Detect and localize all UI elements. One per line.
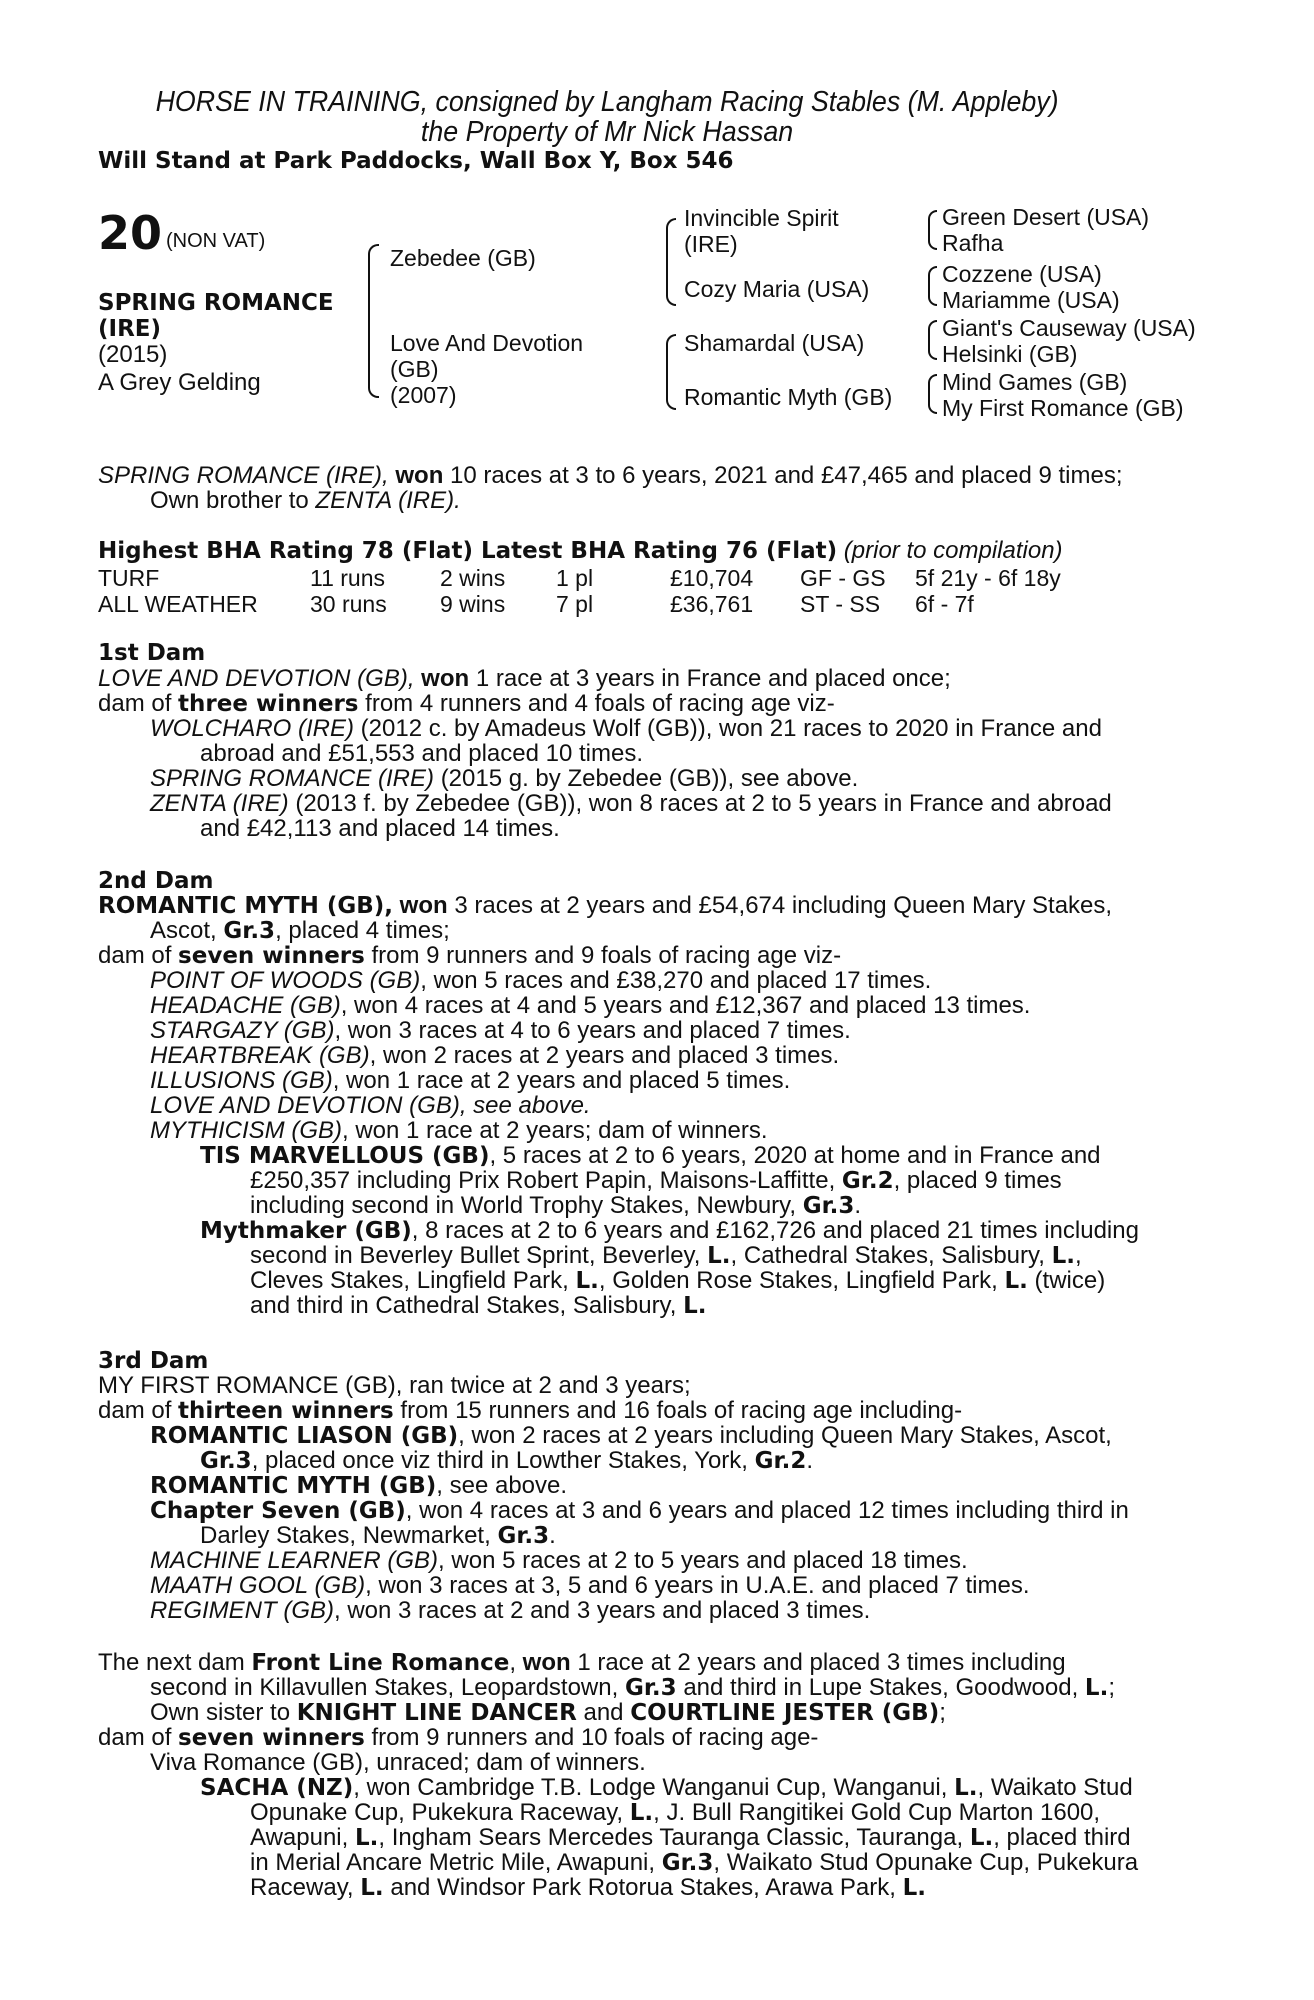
dam-suffix: (GB) [390, 356, 439, 382]
produce-text: , see above. [436, 1472, 568, 1499]
grade-label: Gr.2 [841, 1168, 894, 1194]
produce-text: , won 2 races at 2 years and placed 3 times. [369, 1042, 840, 1069]
pedigree-brace [368, 244, 379, 398]
produce-line [150, 1598, 870, 1624]
property-line: the Property of Mr Nick Hassan [420, 116, 794, 148]
dam-line [98, 1398, 962, 1424]
stand-line: Will Stand at Park Paddocks, Wall Box Y, Box 546 [98, 148, 734, 174]
listed-label: L. [354, 1825, 379, 1851]
ancestor-8: My First Romance (GB) [942, 395, 1184, 421]
produce-text: , Cathedral Stakes, Salisbury, [730, 1242, 1045, 1269]
produce-text: (2015 g. by Zebedee (GB)), see above. [440, 765, 859, 792]
ratings-note: (prior to compilation) [843, 537, 1063, 564]
produce-name: SPRING ROMANCE (IRE) [150, 765, 435, 792]
horse-year: (2015) [98, 341, 168, 368]
produce-line [150, 993, 1030, 1019]
listed-label: L. [1051, 1243, 1075, 1269]
produce-line: Viva Romance (GB), unraced; dam of winners. [150, 1749, 646, 1776]
next-dam-line [150, 1700, 946, 1726]
produce-text: , Golden Rose Stakes, Lingfield Park, [598, 1267, 998, 1294]
dam-text: 1 race at 3 years in France and placed once; [475, 665, 951, 692]
produce-text: , won Cambridge T.B. Lodge Wanganui Cup, Wanganui, [353, 1774, 948, 1801]
grade-label: Gr.3 [661, 1850, 714, 1876]
produce-name: LOVE AND DEVOTION (GB) [150, 1092, 460, 1119]
dam-text: ; [1108, 1674, 1115, 1701]
listed-label: L. [954, 1775, 978, 1801]
winners-count: thirteen winners [178, 1398, 394, 1424]
produce-name: REGIMENT (GB) [150, 1597, 334, 1624]
dam-line [98, 893, 1112, 919]
produce-text: Raceway, [250, 1874, 354, 1901]
won-label: won [522, 1649, 571, 1676]
grade-label: Gr.3 [497, 1523, 550, 1549]
summary-line [98, 463, 1123, 489]
dam-line [98, 666, 951, 692]
produce-text: (twice) [1034, 1267, 1106, 1294]
grade-label: Gr.3 [223, 918, 276, 944]
dam-line [98, 943, 841, 969]
grandproduce-line [200, 1143, 1101, 1169]
ancestor-5: Giant's Causeway (USA) [942, 315, 1196, 341]
produce-text: Opunake Cup, Pukekura Raceway, [250, 1799, 624, 1826]
produce-line [150, 968, 931, 994]
ancestor-6: Helsinki (GB) [942, 341, 1078, 367]
produce-text: . [806, 1447, 813, 1474]
grade-label: Gr.3 [624, 1675, 677, 1701]
produce-text: , won 4 races at 4 and 5 years and £12,367 and placed 13 times. [340, 992, 1031, 1019]
table-cell: 2 wins [440, 565, 506, 591]
table-cell: ALL WEATHER [98, 591, 258, 617]
produce-name: POINT OF WOODS (GB) [150, 967, 421, 994]
produce-line [150, 1473, 567, 1499]
produce-text: , placed once viz third in Lowther Stakes, York, [251, 1447, 748, 1474]
horse-name: SPRING ROMANCE [98, 290, 334, 316]
dam-text: from 9 runners and 9 foals of racing age viz- [371, 942, 842, 969]
produce-line [150, 716, 1102, 742]
pedigree-brace [928, 320, 937, 360]
produce-line [150, 1423, 1112, 1449]
produce-text: , won 5 races and £38,270 and placed 17 times. [420, 967, 932, 994]
grade-label: Gr.3 [200, 1448, 252, 1474]
dam-text: The next dam [98, 1649, 245, 1676]
produce-text: , 8 races at 2 to 6 years and £162,726 and placed 21 times including [411, 1217, 1139, 1244]
section-heading: 2nd Dam [98, 868, 214, 894]
dam-text: and third in Lupe Stakes, Goodwood, [683, 1674, 1079, 1701]
produce-line [150, 766, 858, 792]
produce-text: and Windsor Park Rotorua Stakes, Arawa Park, [390, 1874, 896, 1901]
sibling-name: KNIGHT LINE DANCER [296, 1700, 577, 1726]
produce-text: in Merial Ancare Metric Mile, Awapuni, [250, 1849, 656, 1876]
listed-label: L. [629, 1800, 654, 1826]
produce-text: , won 3 races at 4 to 6 years and placed 7 times. [334, 1017, 851, 1044]
won-label: won [399, 892, 448, 919]
grade-label: Gr.3 [802, 1193, 855, 1219]
vat-status: (NON VAT) [166, 230, 266, 252]
dam-text: , placed 4 times; [275, 917, 450, 944]
table-cell: ST - SS [800, 591, 881, 617]
produce-text: £250,357 including Prix Robert Papin, Maisons-Laffitte, [250, 1167, 836, 1194]
pedigree-brace [928, 210, 937, 250]
ratings-title: Highest BHA Rating 78 (Flat) Latest BHA Rating 76 (Flat) [98, 538, 838, 564]
produce-name: MAATH GOOL (GB) [150, 1572, 366, 1599]
table-cell: 6f - 7f [915, 591, 974, 617]
dam-year: (2007) [390, 382, 457, 408]
produce-text: and third in Cathedral Stakes, Salisbury, [250, 1292, 677, 1319]
produce-line [150, 1018, 851, 1044]
dam-line: MY FIRST ROMANCE (GB), ran twice at 2 and 3 years; [98, 1372, 691, 1399]
ratings-heading [98, 538, 1063, 564]
produce-name: Chapter Seven (GB) [150, 1498, 406, 1524]
produce-line [200, 1523, 556, 1549]
listed-label: L. [360, 1875, 384, 1901]
ancestor-4: Mariamme (USA) [942, 287, 1120, 313]
grandproduce-line [250, 1875, 926, 1901]
produce-name: HEARTBREAK (GB) [150, 1042, 370, 1069]
next-dam-line [98, 1650, 1066, 1676]
produce-line: abroad and £51,553 and placed 10 times. [200, 740, 644, 767]
produce-name: WOLCHARO (IRE) [150, 715, 354, 742]
table-cell: 9 wins [440, 591, 506, 617]
listed-label: L. [969, 1825, 994, 1851]
listed-label: L. [575, 1268, 599, 1294]
produce-text: , Waikato Stud Opunake Cup, Pukekura [713, 1849, 1139, 1876]
table-cell: 11 runs [310, 565, 386, 591]
listed-label: L. [1084, 1675, 1109, 1701]
dam-text: , [509, 1649, 516, 1676]
won-label: won [395, 462, 444, 489]
grandproduce-line [200, 1775, 1133, 1801]
produce-text: . [854, 1192, 862, 1219]
produce-text: , 5 races at 2 to 6 years, 2020 at home and in France and [489, 1142, 1101, 1169]
sibling-name: ZENTA (IRE). [315, 487, 461, 514]
produce-name: Mythmaker (GB) [200, 1218, 412, 1244]
listed-label: L. [902, 1875, 926, 1901]
produce-line [150, 1068, 790, 1094]
produce-name: MACHINE LEARNER (GB) [150, 1547, 439, 1574]
dam-name: LOVE AND DEVOTION (GB), [98, 665, 415, 692]
produce-line [150, 1043, 839, 1069]
dam-dam: Romantic Myth (GB) [684, 384, 893, 410]
grandproduce-line [250, 1293, 707, 1319]
section-heading: 1st Dam [98, 640, 206, 666]
produce-name: HEADACHE (GB) [150, 992, 341, 1019]
produce-name: TIS MARVELLOUS (GB) [200, 1143, 490, 1169]
sire: Zebedee (GB) [390, 245, 536, 271]
produce-name: ROMANTIC LIASON (GB) [150, 1423, 459, 1449]
pedigree-brace [666, 334, 676, 410]
produce-text: , won 2 races at 2 years including Queen Mary Stakes, Ascot, [458, 1422, 1112, 1449]
produce-name: ZENTA (IRE) [150, 790, 289, 817]
produce-line [150, 791, 1112, 817]
listed-label: L. [683, 1293, 707, 1319]
section-heading: 3rd Dam [98, 1348, 209, 1374]
table-cell: GF - GS [800, 565, 886, 591]
dam-sire: Shamardal (USA) [684, 330, 865, 356]
produce-name: MYTHICISM (GB) [150, 1117, 342, 1144]
summary-text: Own brother to [150, 487, 309, 514]
produce-text: , placed 9 times [893, 1167, 1062, 1194]
grandproduce-line [250, 1825, 1131, 1851]
dam-text: Own sister to [150, 1699, 291, 1726]
produce-text: , J. Bull Rangitikei Gold Cup Marton 1600, [653, 1799, 1101, 1826]
produce-line [150, 1498, 1129, 1524]
table-cell: 30 runs [310, 591, 387, 617]
produce-line [150, 1093, 591, 1119]
produce-text: , Ingham Sears Mercedes Tauranga Classic, Tauranga, [378, 1824, 964, 1851]
sire-sire: Invincible Spirit [684, 205, 839, 231]
dam-text: Ascot, [150, 917, 217, 944]
ancestor-2: Rafha [942, 230, 1004, 256]
dam-text: from 9 runners and 10 foals of racing age- [371, 1724, 819, 1751]
produce-text: Awapuni, [250, 1824, 349, 1851]
dam-text: 1 race at 2 years and placed 3 times including [577, 1649, 1066, 1676]
next-dam-line [150, 1675, 1115, 1701]
produce-text: , [1074, 1242, 1082, 1269]
pedigree-brace [666, 218, 676, 306]
produce-text: , placed third [993, 1824, 1131, 1851]
grandproduce-line [250, 1850, 1138, 1876]
dam-text: and [583, 1699, 624, 1726]
produce-text: (2013 f. by Zebedee (GB)), won 8 races at 2 to 5 years in France and abroad [295, 790, 1112, 817]
dam-text: from 15 runners and 16 foals of racing age including- [400, 1397, 963, 1424]
dam-text: ; [939, 1699, 946, 1726]
dam-name: ROMANTIC MYTH (GB), [98, 893, 393, 919]
grandproduce-line [200, 1218, 1139, 1244]
produce-text: , won 1 race at 2 years and placed 5 times. [332, 1067, 791, 1094]
sire-dam: Cozy Maria (USA) [684, 276, 870, 302]
sibling-name: COURTLINE JESTER (GB) [630, 1700, 940, 1726]
grandproduce-line [250, 1168, 1062, 1194]
dam-text: dam of [98, 1397, 172, 1424]
produce-line [150, 1118, 768, 1144]
produce-name: ROMANTIC MYTH (GB) [150, 1473, 437, 1499]
consignor-line: HORSE IN TRAINING, consigned by Langham Racing Stables (M. Appleby) [155, 86, 1059, 118]
grandproduce-line [250, 1243, 1082, 1269]
won-label: won [421, 665, 470, 692]
horse-name-suffix: (IRE) [98, 316, 162, 342]
table-cell: TURF [98, 565, 160, 591]
ancestor-1: Green Desert (USA) [942, 204, 1150, 230]
dam-text: second in Killavullen Stakes, Leopardstown, [150, 1674, 619, 1701]
grandproduce-line [250, 1193, 861, 1219]
next-dam-line [98, 1725, 818, 1751]
dam-line [150, 918, 450, 944]
produce-line [200, 1448, 813, 1474]
winners-count: seven winners [178, 1725, 365, 1751]
dam-text: from 4 runners and 4 foals of racing age viz- [365, 690, 835, 717]
produce-text: . [549, 1522, 556, 1549]
produce-line [150, 1573, 1030, 1599]
pedigree-brace [928, 374, 937, 414]
produce-text: , won 3 races at 3, 5 and 6 years in U.A.E. and placed 7 times. [365, 1572, 1030, 1599]
produce-text: Cleves Stakes, Lingfield Park, [250, 1267, 569, 1294]
sire-sire-suffix: (IRE) [684, 231, 738, 257]
produce-name: SACHA (NZ) [200, 1775, 354, 1801]
ancestor-3: Cozzene (USA) [942, 261, 1102, 287]
listed-label: L. [1004, 1268, 1028, 1294]
table-cell: 7 pl [556, 591, 594, 617]
grandproduce-line [250, 1800, 1100, 1826]
ancestor-7: Mind Games (GB) [942, 369, 1128, 395]
dam-text: dam of [98, 942, 172, 969]
dam: Love And Devotion [390, 330, 584, 356]
produce-text: , see above. [459, 1092, 591, 1119]
dam-text: dam of [98, 690, 172, 717]
winners-count: seven winners [178, 943, 365, 969]
produce-line: and £42,113 and placed 14 times. [200, 815, 560, 842]
horse-name-ref: SPRING ROMANCE (IRE), [98, 462, 389, 489]
produce-text: including second in World Trophy Stakes, Newbury, [250, 1192, 797, 1219]
winners-count: three winners [178, 691, 359, 717]
lot-number: 20 [98, 206, 163, 260]
table-cell: £10,704 [670, 565, 754, 591]
produce-text: Darley Stakes, Newmarket, [200, 1522, 491, 1549]
produce-text: , Waikato Stud [977, 1774, 1133, 1801]
grade-label: Gr.2 [754, 1448, 807, 1474]
pedigree-brace [928, 266, 937, 306]
produce-text: , won 1 race at 2 years; dam of winners. [342, 1117, 768, 1144]
produce-text: , won 3 races at 2 and 3 years and placed 3 times. [334, 1597, 871, 1624]
produce-line [150, 1548, 968, 1574]
dam-text: 3 races at 2 years and £54,674 including Queen Mary Stakes, [454, 892, 1113, 919]
table-cell: £36,761 [670, 591, 754, 617]
summary-text: 10 races at 3 to 6 years, 2021 and £47,465 and placed 9 times; [450, 462, 1123, 489]
table-cell: 1 pl [556, 565, 594, 591]
horse-description: A Grey Gelding [98, 369, 261, 396]
summary-line-2 [150, 488, 461, 514]
produce-name: ILLUSIONS (GB) [150, 1067, 333, 1094]
produce-text: second in Beverley Bullet Sprint, Beverley, [250, 1242, 701, 1269]
produce-text: (2012 c. by Amadeus Wolf (GB)), won 21 races to 2020 in France and [360, 715, 1102, 742]
listed-label: L. [707, 1243, 731, 1269]
produce-text: , won 4 races at 3 and 6 years and placed 12 times including third in [405, 1497, 1129, 1524]
table-cell: 5f 21y - 6f 18y [915, 565, 1061, 591]
dam-text: dam of [98, 1724, 172, 1751]
produce-name: STARGAZY (GB) [150, 1017, 335, 1044]
dam-line [98, 691, 835, 717]
grandproduce-line [250, 1268, 1105, 1294]
produce-text: , won 5 races at 2 to 5 years and placed 18 times. [438, 1547, 968, 1574]
dam-name: Front Line Romance [251, 1650, 510, 1676]
